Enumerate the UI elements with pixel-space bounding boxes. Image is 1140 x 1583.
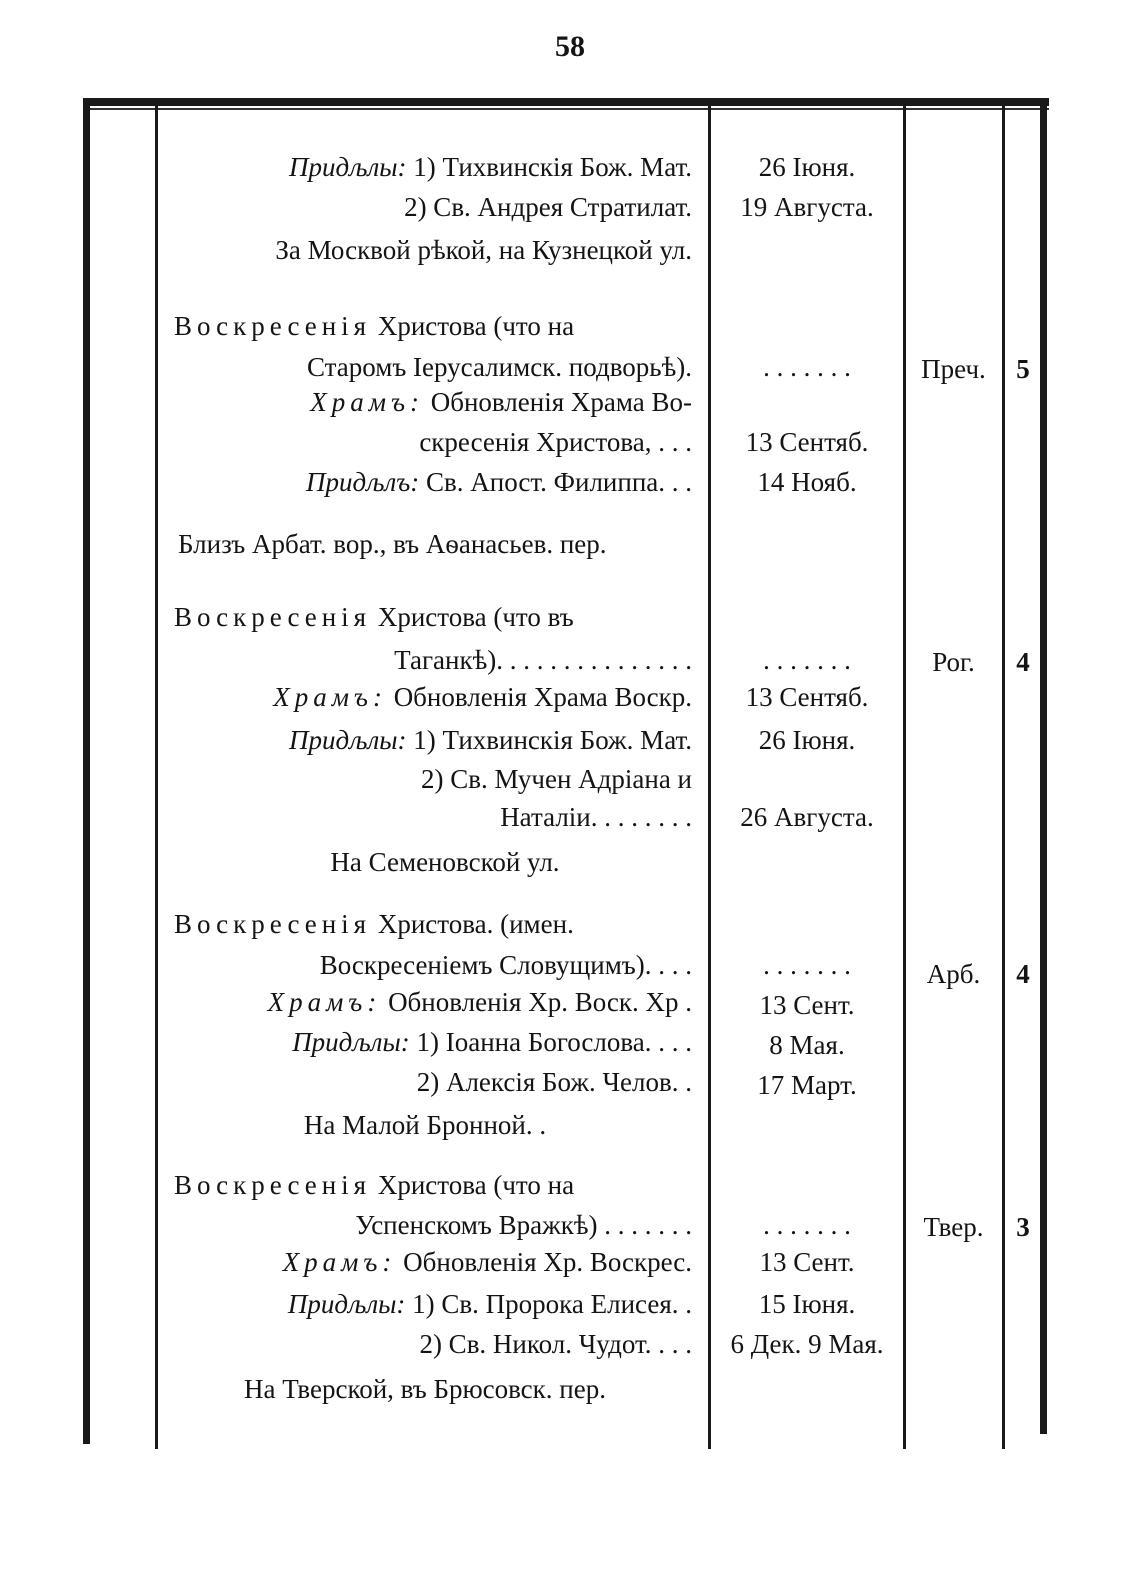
- entry4-date3: 6 Дек. 9 Мая.: [730, 1329, 884, 1359]
- entry4-district: Твер.: [923, 1212, 984, 1242]
- entry1-title: Воскресенія Христова (что на: [174, 311, 575, 341]
- entry1-title-line2: Старомъ Іерусалимск. подворьѣ).: [306, 352, 692, 382]
- entry1-number: 5: [1016, 354, 1030, 384]
- entry3-date1: 13 Сент.: [759, 990, 855, 1020]
- entry1-khram: Храмъ: Обновленія Храма Во-: [310, 387, 692, 417]
- entry1-date1: 13 Сентяб.: [745, 427, 869, 457]
- entry3-pridel2: 2) Алексія Бож. Челов. .: [416, 1067, 692, 1097]
- entry1-khram-line2: скресенія Христова, . . .: [419, 427, 692, 457]
- entry4-khram: Храмъ: Обновленія Хр. Воскрес.: [282, 1247, 692, 1277]
- entry2-date3: 26 Августа.: [740, 802, 874, 832]
- entry3-khram: Храмъ: Обновленія Хр. Воск. Хр .: [267, 987, 692, 1017]
- entry3-title: Воскресенія Христова. (имен.: [174, 909, 574, 939]
- entry3-date2: 8 Мая.: [769, 1030, 845, 1060]
- entry3-district: Арб.: [926, 959, 981, 989]
- column-divider-date: [708, 104, 711, 1449]
- entry1-location: Близъ Арбат. вор., въ Аѳанасьев. пер.: [178, 529, 607, 559]
- entry4-dots: . . . . . . .: [763, 1210, 851, 1240]
- entry2-title-line2: Таганкѣ). . . . . . . . . . . . . . .: [394, 645, 692, 675]
- entry2-district: Рог.: [932, 647, 975, 677]
- entry0-location: За Москвой рѣкой, на Кузнецкой ул.: [275, 235, 692, 265]
- entry3-date3: 17 Март.: [757, 1070, 857, 1100]
- entry0-line1: Придљлы: 1) Тихвинскія Бож. Мат.: [288, 152, 692, 182]
- entry3-location: На Малой Бронной. .: [303, 1110, 547, 1140]
- entry2-date1: 13 Сентяб.: [745, 682, 869, 712]
- entry3-pridel: Придљлы: 1) Іоанна Богослова. . . .: [292, 1027, 692, 1057]
- entry2-title: Воскресенія Христова (что въ: [174, 602, 574, 632]
- column-divider-district: [903, 104, 906, 1449]
- entry4-location: На Тверской, въ Брюсовск. пер.: [244, 1374, 606, 1404]
- entry4-title: Воскресенія Христова (что на: [174, 1170, 575, 1200]
- entry1-dots: . . . . . . .: [763, 352, 851, 382]
- page-number: 58: [555, 30, 585, 63]
- entry4-title-line2: Успенскомъ Вражкѣ) . . . . . . .: [355, 1210, 692, 1240]
- entry3-title-line2: Воскресеніемъ Словущимъ). . . .: [319, 950, 692, 980]
- entry1-date2: 14 Нояб.: [757, 467, 857, 497]
- entry4-number: 3: [1016, 1212, 1030, 1242]
- entry4-pridel: Придљлы: 1) Св. Пророка Елисея. .: [287, 1289, 692, 1319]
- entry3-number: 4: [1016, 959, 1030, 989]
- left-border: [83, 104, 90, 1444]
- entry2-location: На Семеновской ул.: [330, 847, 560, 877]
- entry2-pridel2b: Наталіи. . . . . . . .: [500, 802, 692, 832]
- entry0-line2: 2) Св. Андрея Стратилат.: [404, 192, 692, 222]
- entry0-date2: 19 Августа.: [740, 192, 874, 222]
- column-divider-name: [155, 104, 158, 1449]
- entry2-date2: 26 Іюня.: [758, 725, 856, 755]
- entry4-date2: 15 Іюня.: [758, 1289, 856, 1319]
- entry1-pridel: Придљлъ: Св. Апост. Филиппа. . .: [306, 467, 692, 497]
- entry2-pridel2: 2) Св. Мучен Адріана и: [421, 764, 692, 794]
- right-border: [1040, 104, 1047, 1434]
- entry2-number: 4: [1016, 647, 1030, 677]
- entry4-pridel2: 2) Св. Никол. Чудот. . . .: [419, 1329, 692, 1359]
- entry4-date1: 13 Сент.: [759, 1247, 855, 1277]
- entry1-district: Преч.: [921, 354, 986, 384]
- entry0-date1: 26 Іюня.: [758, 152, 856, 182]
- entry3-dots: . . . . . . .: [763, 950, 851, 980]
- entry2-khram: Храмъ: Обновленія Храма Воскр.: [273, 682, 692, 712]
- entry2-dots: . . . . . . .: [763, 645, 851, 675]
- entry2-pridel: Придљлы: 1) Тихвинскія Бож. Мат.: [288, 725, 692, 755]
- column-divider-number: [1002, 104, 1005, 1449]
